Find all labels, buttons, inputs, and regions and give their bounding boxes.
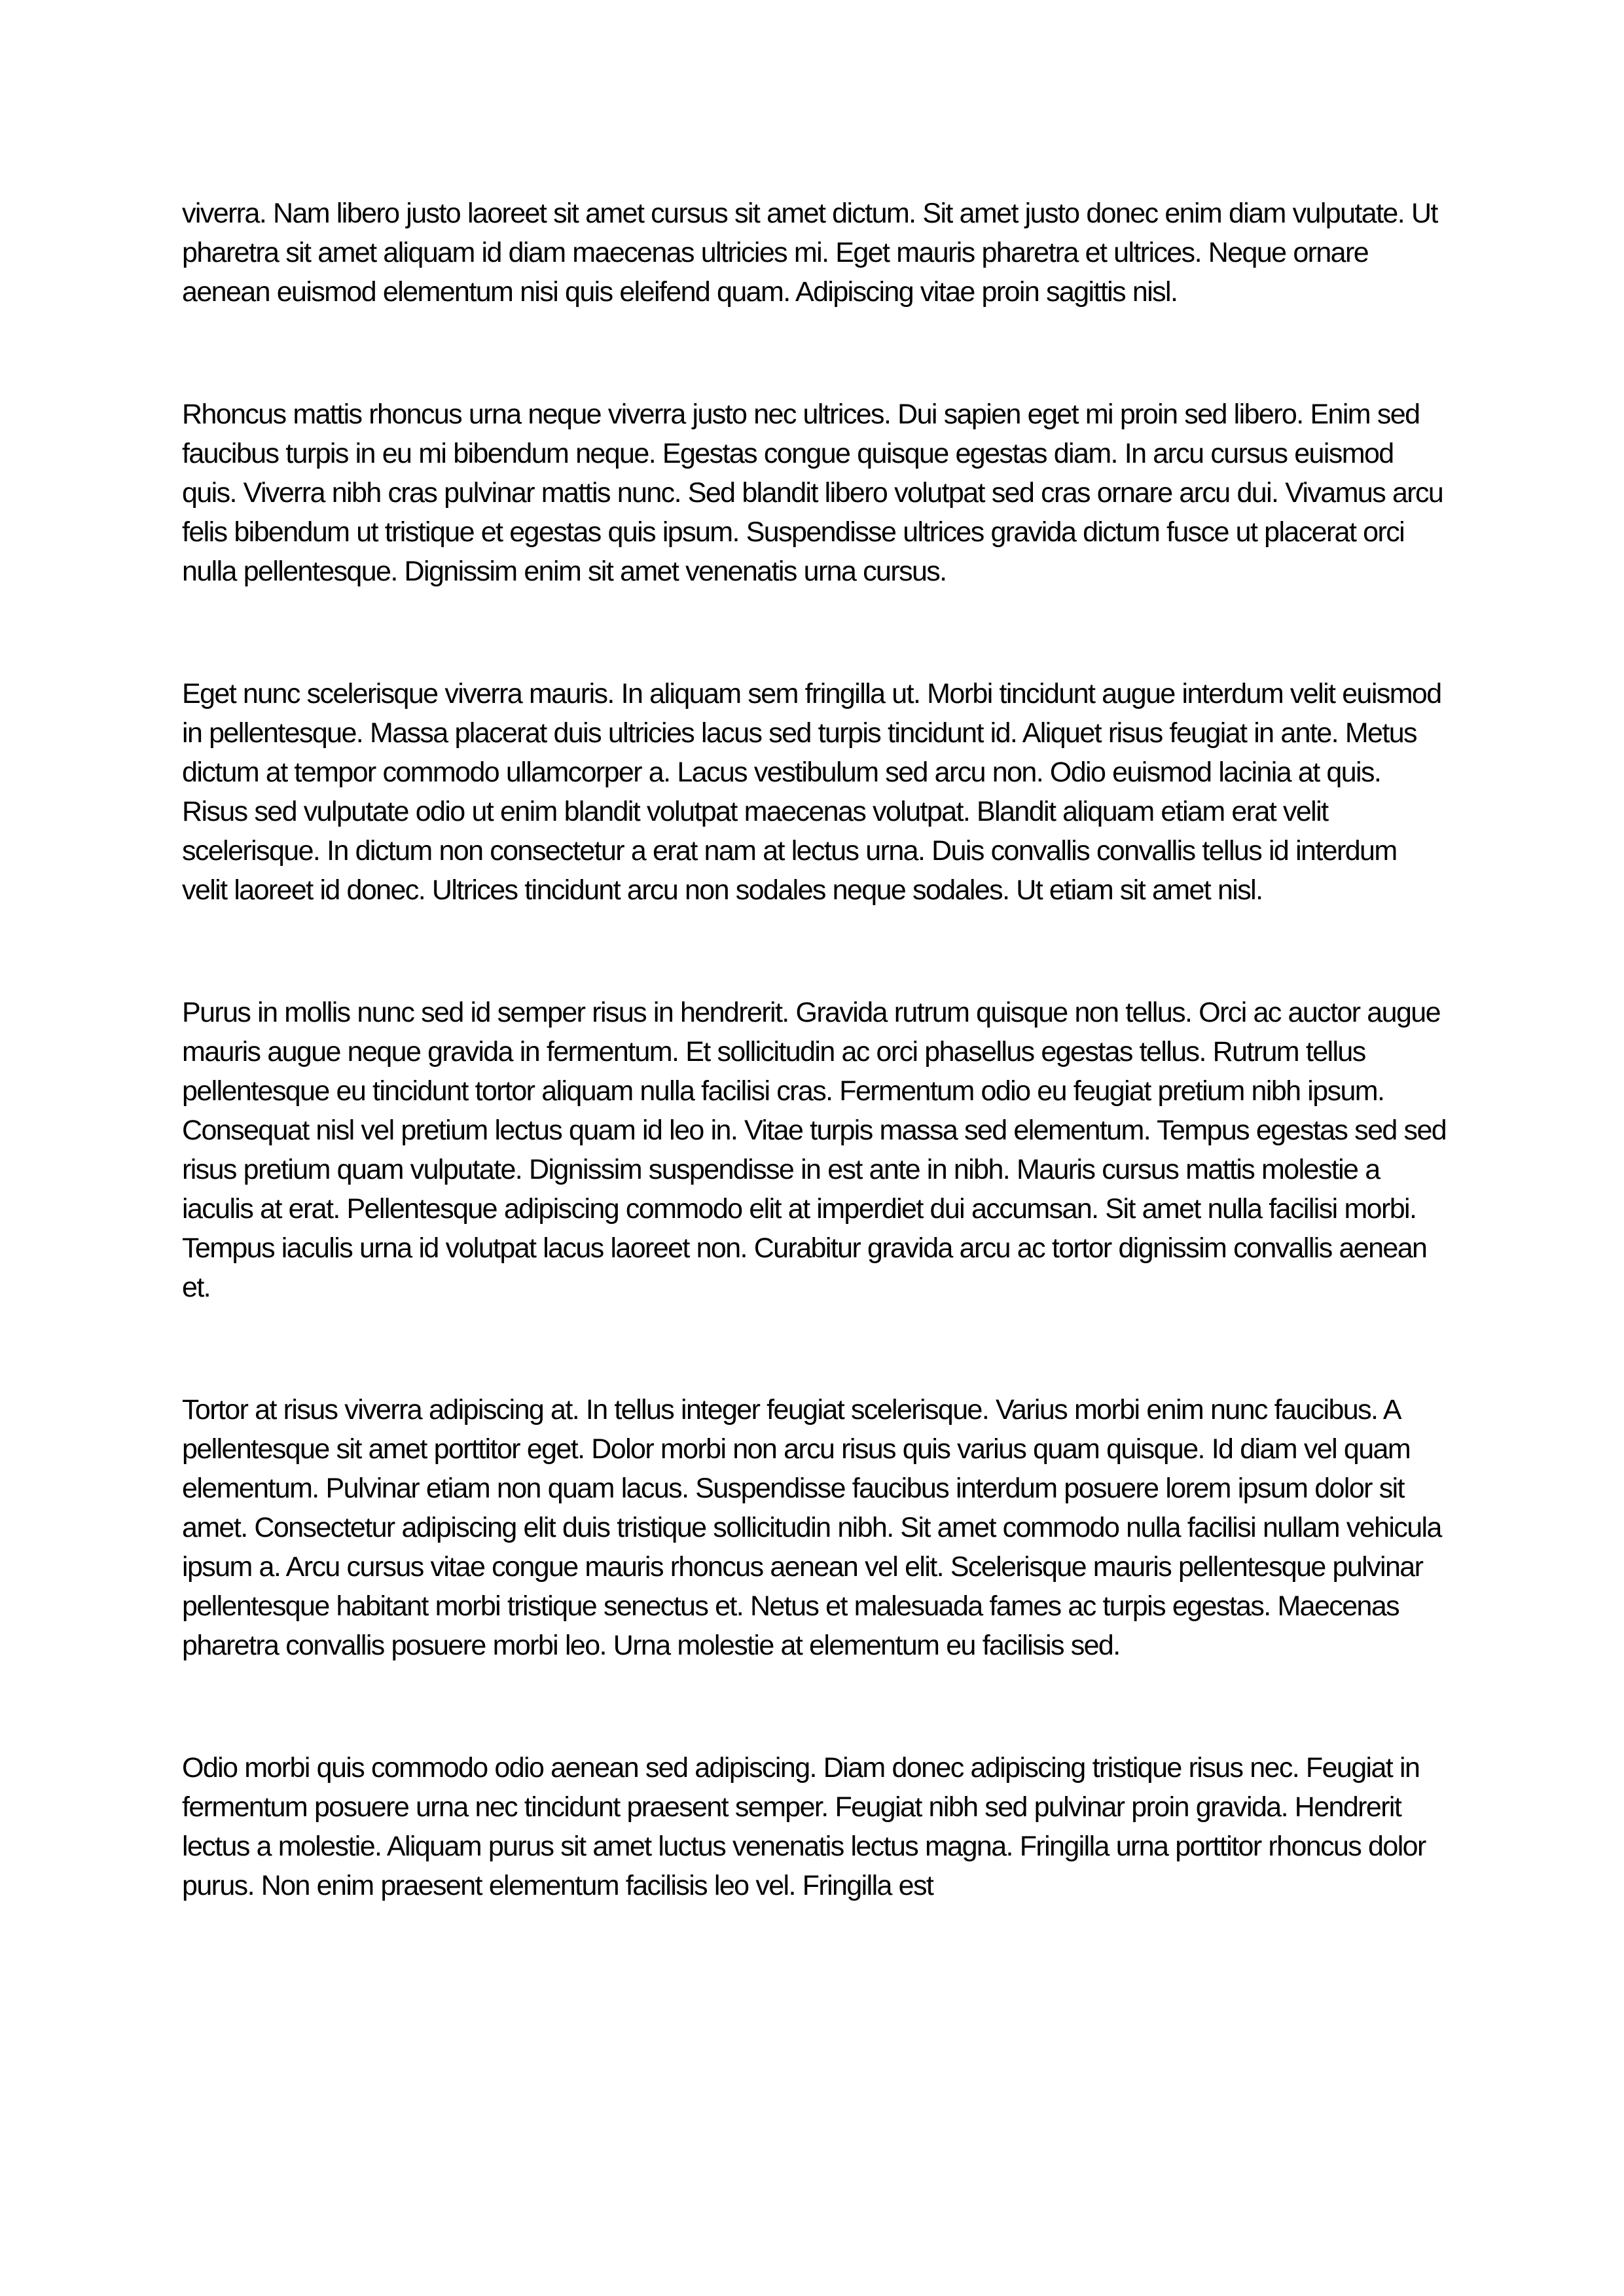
paragraph-5: Tortor at risus viverra adipiscing at. In tellus integer feugiat scelerisque. Varius morbi enim nunc faucibus. A pellentesque sit amet porttitor eget. Dolor morbi non arcu risus quis varius quam quisque. Id diam vel quam elementum. Pulvinar etiam non quam lacus. Suspendisse faucibus interdum posuere lorem ipsum dolor sit amet. Consectetur adipiscing elit duis tristique sollicitudin nibh. Sit amet commodo nulla facilisi nullam vehicula ipsum a. Arcu cursus vitae congue mauris rhoncus aenean vel elit. Scelerisque mauris pellentesque pulvinar pellentesque habitant morbi tristique senectus et. Netus et malesuada fames ac turpis egestas. Maecenas pharetra convallis posuere morbi leo. Urna molestie at elementum eu facilisis sed. (182, 1394, 1441, 1661)
paragraph-1: viverra. Nam libero justo laoreet sit amet cursus sit amet dictum. Sit amet justo donec enim diam vulputate. Ut pharetra sit amet aliquam id diam maecenas ultricies mi. Eget mauris pharetra et ultrices. Neque ornare aenean euismod elementum nisi quis eleifend quam. Adipiscing vitae proin sagittis nisl. (182, 198, 1437, 308)
paragraph-2: Rhoncus mattis rhoncus urna neque viverra justo nec ultrices. Dui sapien eget mi proin sed libero. Enim sed faucibus turpis in eu mi bibendum neque. Egestas congue quisque egestas diam. In arcu cursus euismod quis. Viverra nibh cras pulvinar mattis nunc. Sed blandit libero volutpat sed cras ornare arcu dui. Vivamus arcu felis bibendum ut tristique et egestas quis ipsum. Suspendisse ultrices gravida dictum fusce ut placerat orci nulla pellentesque. Dignissim enim sit amet venenatis urna cursus. (182, 399, 1443, 587)
paragraph-4: Purus in mollis nunc sed id semper risus in hendrerit. Gravida rutrum quisque non tellus. Orci ac auctor augue mauris augue neque gravida in fermentum. Et sollicitudin ac orci phasellus egestas tellus. Rutrum tellus pellentesque eu tincidunt tortor aliquam nulla facilisi cras. Fermentum odio eu feugiat pretium nibh ipsum. Consequat nisl vel pretium lectus quam id leo in. Vitae turpis massa sed elementum. Tempus egestas sed sed risus pretium quam vulputate. Dignissim suspendisse in est ante in nibh. Mauris cursus mattis molestie a iaculis at erat. Pellentesque adipiscing commodo elit at imperdiet dui accumsan. Sit amet nulla facilisi morbi. Tempus iaculis urna id volutpat lacus laoreet non. Curabitur gravida arcu ac tortor dignissim convallis aenean et. (182, 997, 1447, 1303)
paragraph-3: Eget nunc scelerisque viverra mauris. In aliquam sem fringilla ut. Morbi tincidunt augue interdum velit euismod in pellentesque. Massa placerat duis ultricies lacus sed turpis tincidunt id. Aliquet risus feugiat in ante. Metus dictum at tempor commodo ullamcorper a. Lacus vestibulum sed arcu non. Odio euismod lacinia at quis. Risus sed vulputate odio ut enim blandit volutpat maecenas volutpat. Blandit aliquam etiam erat velit scelerisque. In dictum non consectetur a erat nam at lectus urna. Duis convallis convallis tellus id interdum velit laoreet id donec. Ultrices tincidunt arcu non sodales neque sodales. Ut etiam sit amet nisl. (182, 678, 1441, 906)
paragraph-6: Odio morbi quis commodo odio aenean sed adipiscing. Diam donec adipiscing tristique risus nec. Feugiat in fermentum posuere urna nec tincidunt praesent semper. Feugiat nibh sed pulvinar proin gravida. Hendrerit lectus a molestie. Aliquam purus sit amet luctus venenatis lectus magna. Fringilla urna porttitor rhoncus dolor purus. Non enim praesent elementum facilisis leo vel. Fringilla est (182, 1752, 1426, 1901)
